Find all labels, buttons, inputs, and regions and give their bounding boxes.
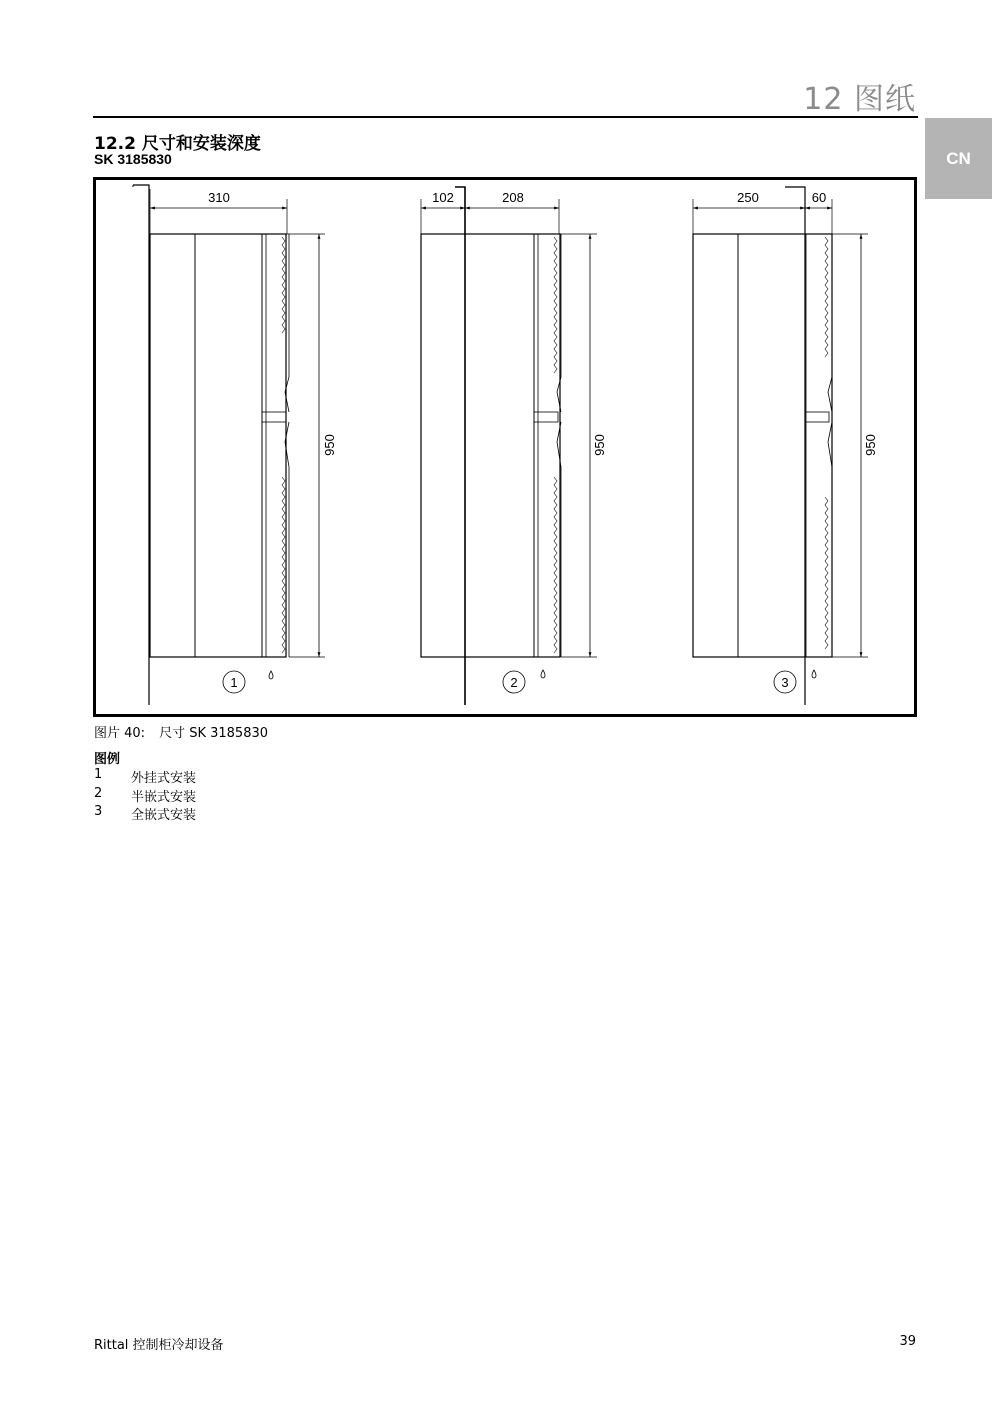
drip-icon [812, 670, 816, 678]
legend-item-number: 1 [94, 767, 103, 782]
language-tab[interactable]: CN [925, 118, 992, 199]
legend-item-number: 3 [94, 804, 103, 819]
view-1-width-label: 310 [208, 190, 230, 205]
figure-caption-text: 尺寸 SK 3185830 [159, 726, 269, 741]
view-2-outer-label: 102 [432, 190, 454, 205]
figure-caption-label: 图片 40: [94, 726, 146, 741]
view-3-number: 3 [781, 675, 789, 690]
legend-list [94, 767, 196, 823]
drip-icon [269, 671, 273, 679]
view-2-inner-label: 208 [502, 190, 524, 205]
section-subheading: SK 3185830 [94, 151, 172, 167]
legend-item-text: 全嵌式安装 [131, 808, 197, 823]
dimension-drawing [93, 177, 917, 717]
view-3-outer-label: 60 [811, 190, 827, 205]
legend-item-number: 2 [94, 785, 103, 801]
page-number: 39 [899, 1334, 916, 1349]
legend-item-text: 半嵌式安装 [131, 789, 197, 805]
view-3-inner-label: 250 [737, 190, 759, 205]
chapter-title: 12 图纸 [803, 82, 916, 117]
legend-item-text: 外挂式安装 [131, 771, 197, 786]
legend-title: 图例 [94, 752, 121, 767]
section-heading: 12.2 尺寸和安装深度 [94, 134, 261, 154]
list-item [94, 767, 196, 786]
drip-icon [541, 670, 545, 678]
view-2-height-label: 950 [592, 434, 607, 456]
view-3-full-recess [693, 187, 878, 705]
header-rule [93, 116, 918, 118]
list-item [94, 786, 196, 805]
view-1-number: 1 [230, 675, 238, 690]
view-2-number: 2 [510, 675, 518, 690]
view-1-surface-mount [133, 185, 337, 705]
list-item [94, 804, 196, 823]
view-1-height-label: 950 [322, 434, 337, 456]
view-2-partial-recess [421, 187, 607, 705]
view-3-height-label: 950 [863, 434, 878, 456]
footer-title: Rittal 控制柜冷却设备 [94, 1338, 224, 1353]
figure-caption [94, 722, 282, 741]
